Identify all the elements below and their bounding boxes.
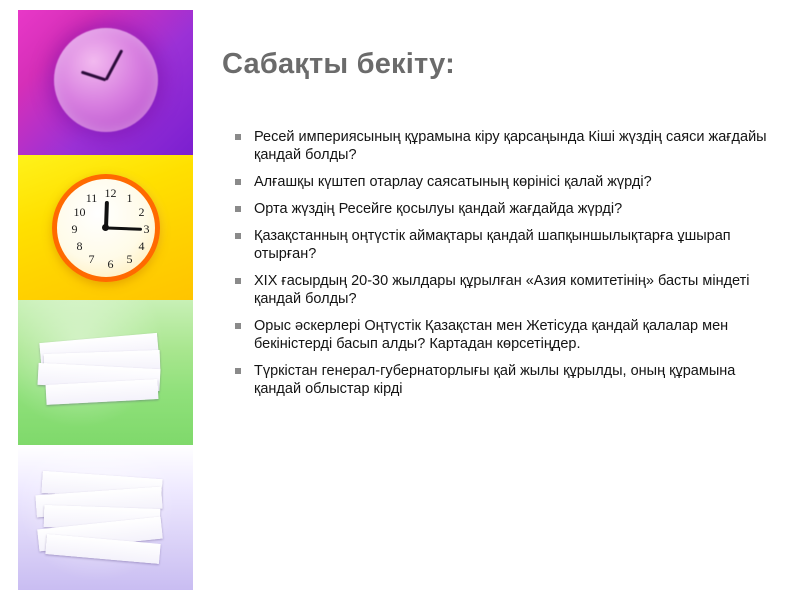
list-item xyxy=(232,173,777,191)
clock-icon xyxy=(54,28,158,132)
clock-numeral: 7 xyxy=(88,251,95,266)
list-item-text: Ресей империясының құрамына кіру қарсаңында Кіші жүздің саяси жағдайы қандай болды? xyxy=(254,129,767,163)
clock-numeral: 11 xyxy=(85,190,98,205)
papers-green-photo xyxy=(18,300,193,445)
bullet-marker-icon xyxy=(235,134,241,140)
bullet-marker-icon xyxy=(235,179,241,185)
bullet-marker-icon xyxy=(235,206,241,212)
list-item xyxy=(232,272,777,308)
list-item-text: Орта жүздің Ресейге қосылуы қандай жағдайда жүрді? xyxy=(254,201,623,217)
clock-minute-hand xyxy=(105,226,141,230)
clock-numeral: 12 xyxy=(104,185,117,200)
bullet-marker-icon xyxy=(235,368,241,374)
list-item-text: Орыс әскерлері Оңтүстік Қазақстан мен Жетісуда қандай қалалар мен бекіністерді басып алды? Картадан көрсетіңдер. xyxy=(254,318,729,352)
clock-numeral: 4 xyxy=(138,238,145,253)
decorative-image-strip xyxy=(18,10,193,590)
page-title: Сабақты бекіту: xyxy=(222,48,455,80)
list-item xyxy=(232,128,777,164)
clock-magenta-photo xyxy=(18,10,193,155)
bullet-marker-icon xyxy=(235,233,241,239)
list-item-text: Қазақстанның оңтүстік аймақтары қандай шапқыншылықтарға ұшырап отырған? xyxy=(254,228,731,262)
list-item xyxy=(232,362,777,398)
clock-numeral: 2 xyxy=(138,204,145,219)
list-item-text: Алғашқы күштеп отарлау саясатының көрінісі қалай жүрді? xyxy=(254,174,652,190)
papers-violet-photo xyxy=(18,445,193,590)
clock-numeral: 5 xyxy=(126,251,133,266)
clock-numeral: 9 xyxy=(71,221,78,236)
clock-numeral: 8 xyxy=(76,238,83,253)
list-item xyxy=(232,200,777,218)
list-item xyxy=(232,317,777,353)
list-item-text: Түркістан генерал-губернаторлығы қай жылы құрылды, оның құрамына қандай облыстар кірді xyxy=(254,363,736,397)
clock-numeral: 3 xyxy=(143,221,150,236)
clock-yellow-photo xyxy=(18,155,193,300)
bullet-marker-icon xyxy=(235,323,241,329)
list-item-text: XIX ғасырдың 20-30 жылдары құрылған «Азия комитетінің» басты міндеті қандай болды? xyxy=(254,273,750,307)
clock-center-pin xyxy=(102,224,109,231)
list-item xyxy=(232,227,777,263)
bullet-marker-icon xyxy=(235,278,241,284)
slide-content xyxy=(222,0,782,600)
bullet-list xyxy=(232,128,777,407)
clock-icon xyxy=(52,174,160,282)
clock-numeral: 10 xyxy=(73,204,86,219)
clock-numeral: 6 xyxy=(107,256,114,271)
clock-numeral: 1 xyxy=(126,190,133,205)
